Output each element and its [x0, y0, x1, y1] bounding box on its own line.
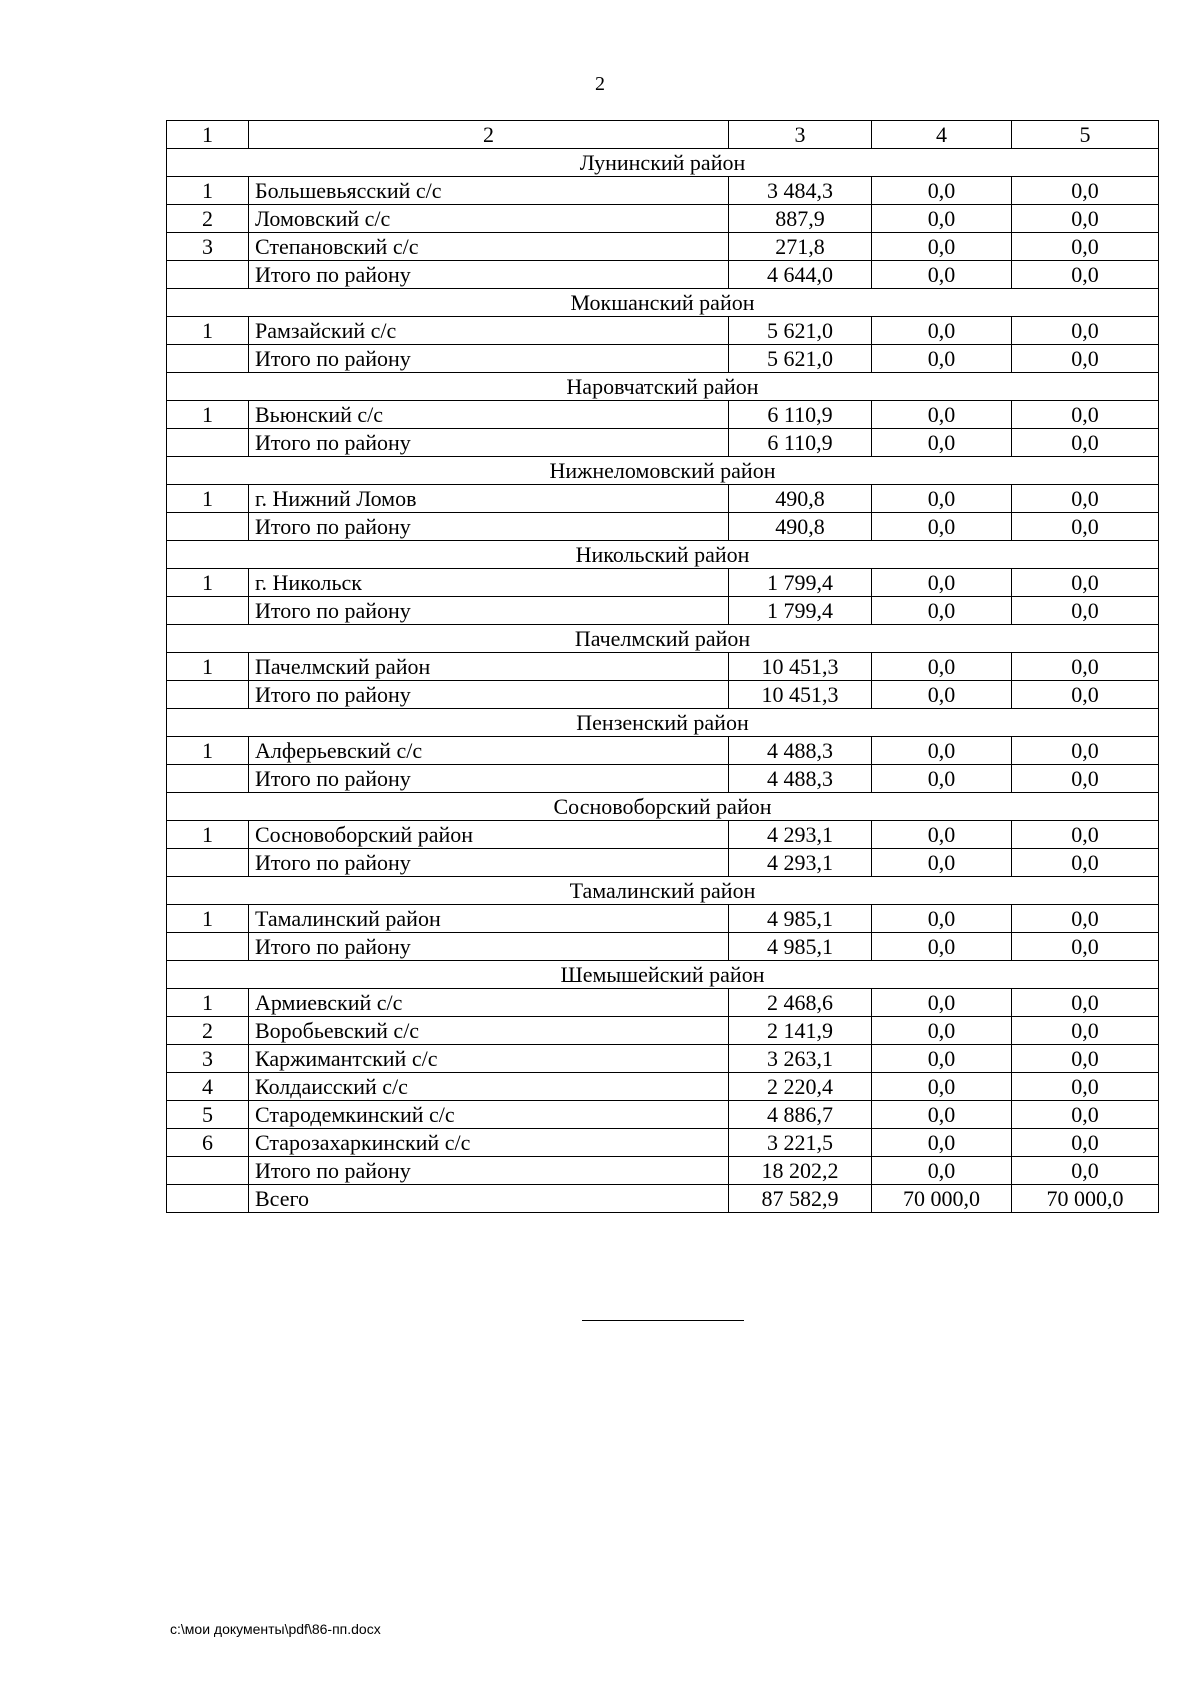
district-header-row	[167, 961, 1159, 989]
row-number	[167, 1157, 249, 1185]
district-name: Лунинский район	[167, 149, 1159, 177]
value-col-5: 0,0	[1012, 933, 1159, 961]
value-col-3: 18 202,2	[729, 1157, 872, 1185]
district-name: Шемышейский район	[167, 961, 1159, 989]
row-name: Степановский с/с	[249, 233, 729, 261]
value-col-5: 0,0	[1012, 317, 1159, 345]
table-row	[167, 653, 1159, 681]
value-col-3: 6 110,9	[729, 429, 872, 457]
district-header-row	[167, 793, 1159, 821]
value-col-3: 887,9	[729, 205, 872, 233]
row-number: 6	[167, 1129, 249, 1157]
value-col-4: 0,0	[872, 821, 1012, 849]
value-col-5: 0,0	[1012, 765, 1159, 793]
column-number-cell: 1	[167, 121, 249, 149]
value-col-5: 0,0	[1012, 233, 1159, 261]
row-number: 1	[167, 485, 249, 513]
value-col-5: 0,0	[1012, 345, 1159, 373]
table-row	[167, 905, 1159, 933]
value-col-3: 490,8	[729, 485, 872, 513]
row-name: г. Нижний Ломов	[249, 485, 729, 513]
column-number-cell: 2	[249, 121, 729, 149]
value-col-4: 0,0	[872, 485, 1012, 513]
value-col-3: 4 985,1	[729, 905, 872, 933]
value-col-5: 0,0	[1012, 905, 1159, 933]
row-number: 1	[167, 653, 249, 681]
row-number: 1	[167, 821, 249, 849]
district-name: Тамалинский район	[167, 877, 1159, 905]
row-number: 1	[167, 569, 249, 597]
value-col-4: 0,0	[872, 317, 1012, 345]
value-col-3: 4 293,1	[729, 821, 872, 849]
table-row	[167, 1101, 1159, 1129]
value-col-4: 0,0	[872, 205, 1012, 233]
row-number	[167, 933, 249, 961]
value-col-4: 0,0	[872, 1129, 1012, 1157]
row-number: 1	[167, 177, 249, 205]
value-col-5: 0,0	[1012, 597, 1159, 625]
value-col-5: 0,0	[1012, 177, 1159, 205]
district-header-row	[167, 149, 1159, 177]
value-col-4: 0,0	[872, 905, 1012, 933]
value-col-4: 0,0	[872, 849, 1012, 877]
row-number	[167, 765, 249, 793]
value-col-5: 0,0	[1012, 1157, 1159, 1185]
value-col-5: 0,0	[1012, 401, 1159, 429]
row-name: г. Никольск	[249, 569, 729, 597]
row-name: Вьюнский с/с	[249, 401, 729, 429]
row-number: 2	[167, 205, 249, 233]
value-col-3: 2 141,9	[729, 1017, 872, 1045]
row-number	[167, 597, 249, 625]
row-name: Армиевский с/с	[249, 989, 729, 1017]
value-col-5: 0,0	[1012, 737, 1159, 765]
district-header-row	[167, 709, 1159, 737]
row-number	[167, 1185, 249, 1213]
table-row	[167, 401, 1159, 429]
district-header-row	[167, 877, 1159, 905]
value-col-3: 271,8	[729, 233, 872, 261]
value-col-4: 0,0	[872, 429, 1012, 457]
value-col-5: 0,0	[1012, 1045, 1159, 1073]
row-number	[167, 429, 249, 457]
grand-total-row	[167, 1185, 1159, 1213]
district-header-row	[167, 625, 1159, 653]
column-number-cell: 5	[1012, 121, 1159, 149]
value-col-4: 0,0	[872, 989, 1012, 1017]
row-number: 4	[167, 1073, 249, 1101]
district-total-row	[167, 429, 1159, 457]
district-total-row	[167, 1157, 1159, 1185]
district-name: Пачелмский район	[167, 625, 1159, 653]
row-number	[167, 261, 249, 289]
value-col-3: 490,8	[729, 513, 872, 541]
district-header-row	[167, 541, 1159, 569]
district-header-row	[167, 457, 1159, 485]
table-row	[167, 989, 1159, 1017]
column-number-row	[167, 121, 1159, 149]
row-name: Итого по району	[249, 261, 729, 289]
value-col-3: 4 985,1	[729, 933, 872, 961]
row-number: 5	[167, 1101, 249, 1129]
row-name: Итого по району	[249, 345, 729, 373]
district-total-row	[167, 933, 1159, 961]
value-col-3: 3 263,1	[729, 1045, 872, 1073]
row-number: 2	[167, 1017, 249, 1045]
value-col-4: 0,0	[872, 233, 1012, 261]
table-body	[167, 121, 1159, 1213]
value-col-3: 1 799,4	[729, 597, 872, 625]
value-col-3: 4 488,3	[729, 737, 872, 765]
value-col-5: 0,0	[1012, 1101, 1159, 1129]
row-name: Воробьевский с/с	[249, 1017, 729, 1045]
value-col-5: 0,0	[1012, 429, 1159, 457]
district-total-row	[167, 345, 1159, 373]
district-name: Нижнеломовский район	[167, 457, 1159, 485]
row-name: Итого по району	[249, 849, 729, 877]
value-col-3: 3 484,3	[729, 177, 872, 205]
table-row	[167, 1045, 1159, 1073]
footer-file-path: c:\мои документы\pdf\86-пп.docx	[170, 1621, 381, 1637]
district-total-row	[167, 765, 1159, 793]
value-col-3: 6 110,9	[729, 401, 872, 429]
district-total-row	[167, 681, 1159, 709]
row-name: Всего	[249, 1185, 729, 1213]
row-name: Итого по району	[249, 513, 729, 541]
district-header-row	[167, 373, 1159, 401]
row-number: 1	[167, 989, 249, 1017]
row-name: Итого по району	[249, 681, 729, 709]
value-col-5: 0,0	[1012, 1017, 1159, 1045]
district-total-row	[167, 597, 1159, 625]
column-number-cell: 4	[872, 121, 1012, 149]
value-col-3: 4 293,1	[729, 849, 872, 877]
value-col-4: 0,0	[872, 1157, 1012, 1185]
value-col-3: 1 799,4	[729, 569, 872, 597]
value-col-3: 87 582,9	[729, 1185, 872, 1213]
value-col-5: 0,0	[1012, 261, 1159, 289]
table-row	[167, 569, 1159, 597]
value-col-5: 0,0	[1012, 821, 1159, 849]
value-col-4: 0,0	[872, 933, 1012, 961]
row-name: Пачелмский район	[249, 653, 729, 681]
row-name: Сосновоборский район	[249, 821, 729, 849]
value-col-3: 2 220,4	[729, 1073, 872, 1101]
row-number	[167, 681, 249, 709]
row-name: Итого по району	[249, 429, 729, 457]
value-col-5: 0,0	[1012, 205, 1159, 233]
table-row	[167, 737, 1159, 765]
row-name: Итого по району	[249, 597, 729, 625]
row-number: 1	[167, 737, 249, 765]
value-col-4: 0,0	[872, 653, 1012, 681]
district-name: Мокшанский район	[167, 289, 1159, 317]
value-col-4: 0,0	[872, 597, 1012, 625]
district-name: Наровчатский район	[167, 373, 1159, 401]
row-name: Алферьевский с/с	[249, 737, 729, 765]
value-col-4: 70 000,0	[872, 1185, 1012, 1213]
district-name: Пензенский район	[167, 709, 1159, 737]
value-col-3: 4 488,3	[729, 765, 872, 793]
value-col-5: 0,0	[1012, 989, 1159, 1017]
row-number: 1	[167, 905, 249, 933]
row-name: Итого по району	[249, 765, 729, 793]
value-col-3: 5 621,0	[729, 345, 872, 373]
district-total-row	[167, 513, 1159, 541]
value-col-4: 0,0	[872, 401, 1012, 429]
value-col-4: 0,0	[872, 345, 1012, 373]
value-col-3: 5 621,0	[729, 317, 872, 345]
value-col-3: 4 644,0	[729, 261, 872, 289]
row-name: Рамзайский с/с	[249, 317, 729, 345]
value-col-4: 0,0	[872, 737, 1012, 765]
value-col-5: 0,0	[1012, 485, 1159, 513]
row-number	[167, 849, 249, 877]
table-row	[167, 233, 1159, 261]
row-name: Итого по району	[249, 933, 729, 961]
district-header-row	[167, 289, 1159, 317]
table-row	[167, 177, 1159, 205]
value-col-5: 0,0	[1012, 569, 1159, 597]
value-col-4: 0,0	[872, 1017, 1012, 1045]
value-col-4: 0,0	[872, 681, 1012, 709]
column-number-cell: 3	[729, 121, 872, 149]
table-row	[167, 205, 1159, 233]
table-row	[167, 317, 1159, 345]
table-row	[167, 1017, 1159, 1045]
value-col-3: 10 451,3	[729, 653, 872, 681]
table-row	[167, 485, 1159, 513]
row-number	[167, 345, 249, 373]
table-row	[167, 821, 1159, 849]
value-col-3: 2 468,6	[729, 989, 872, 1017]
district-name: Никольский район	[167, 541, 1159, 569]
value-col-4: 0,0	[872, 513, 1012, 541]
value-col-4: 0,0	[872, 1045, 1012, 1073]
row-number: 1	[167, 317, 249, 345]
row-name: Тамалинский район	[249, 905, 729, 933]
row-name: Большевьясский с/с	[249, 177, 729, 205]
value-col-4: 0,0	[872, 1101, 1012, 1129]
table-row	[167, 1073, 1159, 1101]
row-name: Стародемкинский с/с	[249, 1101, 729, 1129]
row-name: Колдаисский с/с	[249, 1073, 729, 1101]
value-col-5: 0,0	[1012, 513, 1159, 541]
row-name: Старозахаркинский с/с	[249, 1129, 729, 1157]
value-col-5: 0,0	[1012, 1073, 1159, 1101]
value-col-4: 0,0	[872, 261, 1012, 289]
value-col-4: 0,0	[872, 569, 1012, 597]
value-col-4: 0,0	[872, 765, 1012, 793]
value-col-5: 0,0	[1012, 681, 1159, 709]
row-number: 3	[167, 233, 249, 261]
page-number: 2	[595, 73, 605, 95]
district-total-row	[167, 261, 1159, 289]
value-col-4: 0,0	[872, 1073, 1012, 1101]
row-number: 1	[167, 401, 249, 429]
value-col-3: 10 451,3	[729, 681, 872, 709]
separator-line	[582, 1320, 744, 1321]
value-col-5: 0,0	[1012, 849, 1159, 877]
row-name: Ломовский с/с	[249, 205, 729, 233]
row-name: Каржимантский с/с	[249, 1045, 729, 1073]
row-number	[167, 513, 249, 541]
value-col-3: 3 221,5	[729, 1129, 872, 1157]
value-col-5: 0,0	[1012, 1129, 1159, 1157]
value-col-5: 0,0	[1012, 653, 1159, 681]
row-number: 3	[167, 1045, 249, 1073]
district-name: Сосновоборский район	[167, 793, 1159, 821]
value-col-3: 4 886,7	[729, 1101, 872, 1129]
table-row	[167, 1129, 1159, 1157]
value-col-5: 70 000,0	[1012, 1185, 1159, 1213]
row-name: Итого по району	[249, 1157, 729, 1185]
district-total-row	[167, 849, 1159, 877]
funding-table	[166, 120, 1159, 1213]
value-col-4: 0,0	[872, 177, 1012, 205]
